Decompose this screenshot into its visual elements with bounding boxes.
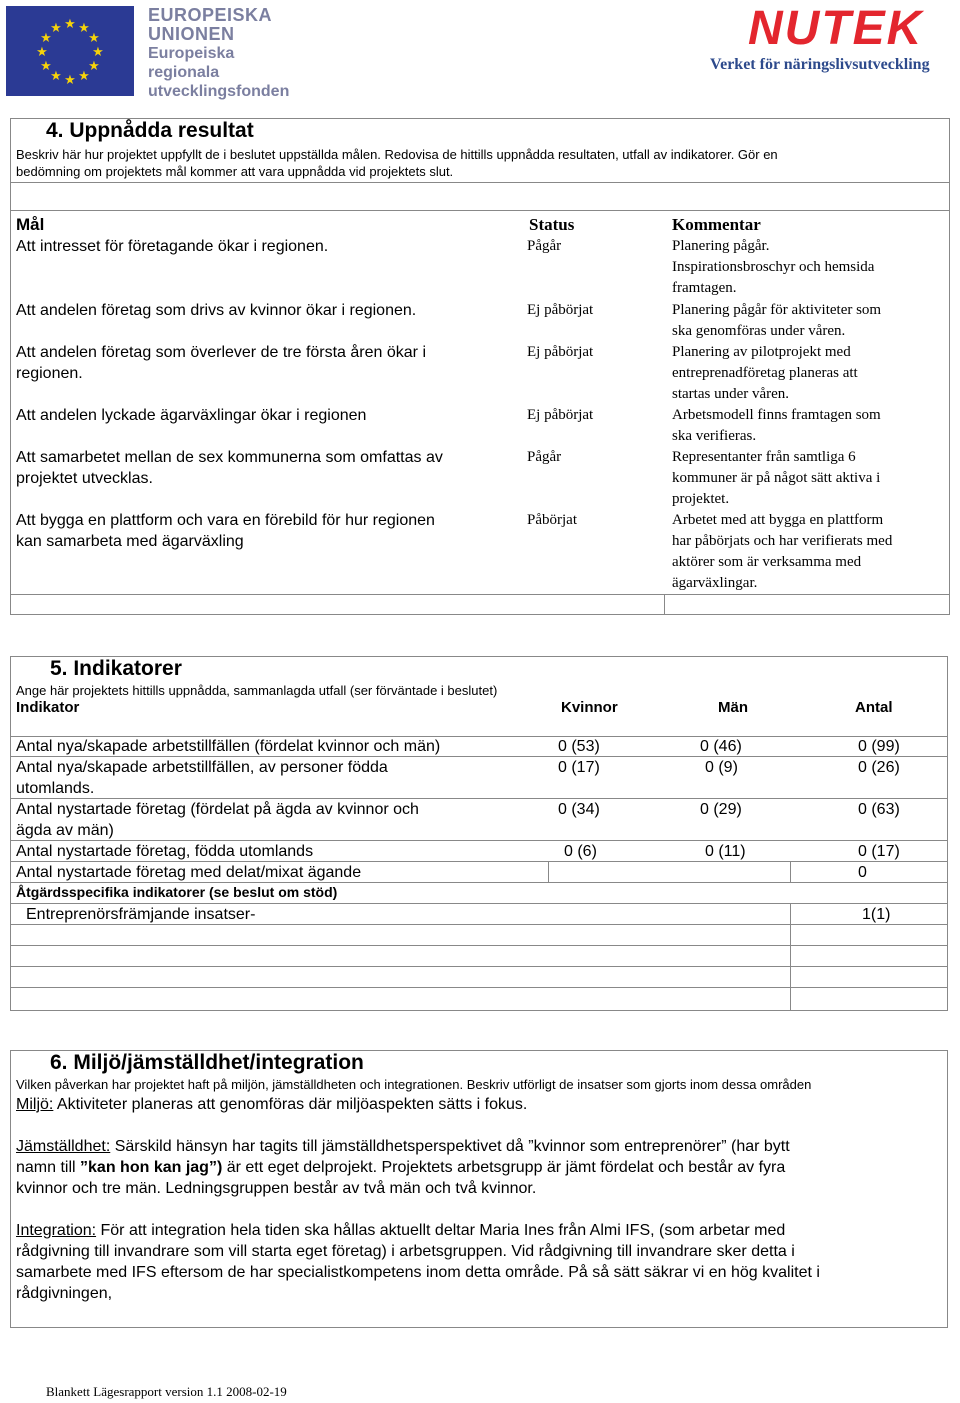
goal-cell: Att andelen företag som drivs av kvinnor ökar i regionen. bbox=[16, 302, 417, 319]
divider bbox=[10, 987, 948, 988]
indicator-label: Antal nystartade företag med delat/mixat ägande bbox=[16, 864, 362, 881]
goal-cell: Att intresset för företagande ökar i regionen. bbox=[16, 238, 329, 255]
eu-line: Europeiska bbox=[148, 45, 235, 62]
goal-cell: Att bygga en plattform och vara en förebild för hur regionen kan samarbeta med ägarväxling bbox=[16, 512, 435, 550]
divider bbox=[548, 861, 549, 882]
col-header-comment: Kommentar bbox=[672, 215, 761, 234]
comment-cell: Arbetsmodell finns framtagen som ska verifieras. bbox=[672, 407, 881, 444]
comment-cell: Planering pågår. Inspirationsbroschyr och hemsida framtagen. bbox=[672, 238, 875, 296]
indicator-men: 0 (11) bbox=[705, 843, 746, 860]
divider bbox=[10, 594, 950, 595]
status-cell: Pågår bbox=[527, 449, 562, 465]
comment-cell: Arbetet med att bygga en plattform har påbörjats och har verifierats med aktörer som är verksamma med ägarväxlingar. bbox=[672, 512, 893, 591]
nutek-subtitle: Verket för näringslivsutveckling bbox=[710, 56, 930, 73]
integration-label: Integration: bbox=[16, 1222, 97, 1239]
section-6-title: 6. Miljö/jämställdhet/integration bbox=[50, 1051, 364, 1074]
section-4-intro: bedömning om projektets mål kommer att vara uppnådda vid projektets slut. bbox=[16, 164, 454, 179]
svg-text:★: ★ bbox=[40, 59, 52, 74]
svg-text:★: ★ bbox=[78, 69, 90, 84]
divider bbox=[10, 182, 950, 183]
goal-cell: Att andelen företag som överlever de tre första åren ökar i regionen. bbox=[16, 344, 426, 382]
col-header-men: Män bbox=[718, 699, 748, 716]
jamstalldhet-label: Jämställdhet: bbox=[16, 1138, 111, 1155]
eu-logo bbox=[6, 5, 290, 100]
divider bbox=[10, 210, 950, 211]
section-5-intro: Ange här projektets hittills uppnådda, sammanlagda utfall (ser förväntade i beslutet) bbox=[16, 683, 498, 698]
section-4-intro: Beskriv här hur projektet uppfyllt de i beslutet uppställda målen. Redovisa de hittills uppnådda resultaten, utfall av indikatorer. Gör en bbox=[16, 147, 778, 162]
svg-text:★: ★ bbox=[78, 21, 90, 36]
svg-text:★: ★ bbox=[36, 45, 48, 60]
svg-text:★: ★ bbox=[64, 73, 76, 88]
indicator-label: Antal nystartade företag, födda utomlands bbox=[16, 843, 314, 860]
section-4-title: 4. Uppnådda resultat bbox=[46, 119, 254, 142]
svg-text:★: ★ bbox=[88, 59, 100, 74]
goal-cell: Att andelen lyckade ägarväxlingar ökar i regionen bbox=[16, 407, 367, 424]
eu-line: UNIONEN bbox=[148, 24, 235, 44]
indicator-women: 0 (6) bbox=[564, 843, 597, 860]
svg-text:★: ★ bbox=[50, 69, 62, 84]
indicator-women: 0 (53) bbox=[558, 738, 600, 755]
comment-cell: Planering av pilotprojekt med entreprenadföretag planeras att startas under våren. bbox=[672, 344, 858, 402]
indicator-total: 0 (63) bbox=[858, 801, 900, 818]
comment-cell: Representanter från samtliga 6 kommuner är på något sätt aktiva i projektet. bbox=[672, 449, 881, 507]
miljo-paragraph: Miljö: Aktiviteter planeras att genomföras där miljöaspekten sätts i fokus. bbox=[16, 1096, 528, 1113]
indicator-label: Antal nya/skapade arbetstillfällen (fördelat kvinnor och män) bbox=[16, 738, 441, 755]
divider bbox=[10, 945, 948, 946]
col-header-indicator: Indikator bbox=[16, 699, 80, 716]
divider bbox=[10, 966, 948, 967]
indicator-label: Antal nya/skapade arbetstillfällen, av personer födda utomlands. bbox=[16, 759, 388, 797]
divider bbox=[664, 594, 665, 615]
footer-text: Blankett Lägesrapport version 1.1 2008-02-19 bbox=[46, 1384, 287, 1399]
goal-cell: Att samarbetet mellan de sex kommunerna som omfattas av projektet utvecklas. bbox=[16, 449, 443, 487]
miljo-label: Miljö: bbox=[16, 1096, 54, 1113]
status-cell: Ej påbörjat bbox=[527, 302, 594, 318]
nutek-logo bbox=[710, 4, 958, 78]
indicator-total: 0 (26) bbox=[858, 759, 900, 776]
eu-line: EUROPEISKA bbox=[148, 5, 273, 25]
svg-text:★: ★ bbox=[50, 21, 62, 36]
specific-indicators-heading: Åtgärdsspecifika indikatorer (se beslut om stöd) bbox=[16, 884, 338, 900]
status-cell: Ej påbörjat bbox=[527, 344, 594, 360]
nutek-wordmark: NUTEK bbox=[748, 2, 924, 55]
divider bbox=[790, 861, 791, 882]
eu-text bbox=[148, 6, 289, 101]
specific-indicator-total: 1(1) bbox=[862, 906, 891, 923]
col-header-goal: Mål bbox=[16, 215, 45, 234]
indicator-men: 0 (29) bbox=[700, 801, 742, 818]
col-header-women: Kvinnor bbox=[561, 699, 618, 716]
col-header-status: Status bbox=[529, 215, 575, 234]
comment-cell: Planering pågår för aktiviteter som ska genomföras under våren. bbox=[672, 302, 882, 339]
status-cell: Påbörjat bbox=[527, 512, 577, 528]
indicator-men: 0 (9) bbox=[705, 759, 738, 776]
status-cell: Pågår bbox=[527, 238, 562, 254]
divider bbox=[790, 903, 791, 1011]
section-6-intro: Vilken påverkan har projektet haft på miljön, jämställdheten och integrationen. Beskriv utförligt de insatser som gjorts inom dessa områden bbox=[16, 1077, 812, 1092]
jamstalldhet-paragraph: Jämställdhet: Särskild hänsyn har tagits till jämställdhetsperspektivet då ”kvinnor som entreprenörer” (har bytt namn till ”kan hon kan jag”) är ett eget delprojekt. Projektets arbetsgrupp är jämt fördelat och består av fyra kvinnor och tre män. Ledningsgruppen består av två män och två kvinnor. bbox=[16, 1138, 790, 1197]
svg-text:★: ★ bbox=[64, 17, 76, 32]
indicator-total: 0 bbox=[858, 864, 867, 881]
indicator-label: Antal nystartade företag (fördelat på ägda av kvinnor och ägda av män) bbox=[16, 801, 419, 839]
indicator-women: 0 (17) bbox=[558, 759, 600, 776]
section-5-title: 5. Indikatorer bbox=[50, 657, 182, 680]
status-cell: Ej påbörjat bbox=[527, 407, 594, 423]
indicator-total: 0 (99) bbox=[858, 738, 900, 755]
eu-line: utvecklingsfonden bbox=[148, 83, 290, 100]
specific-indicator-label: Entreprenörsfrämjande insatser- bbox=[26, 906, 256, 923]
indicator-men: 0 (46) bbox=[700, 738, 742, 755]
integration-paragraph: Integration: För att integration hela tiden ska hållas aktuellt deltar Maria Ines från Almi IFS, (som arbetar med rådgivning till invandrare som vill starta eget företag) i arbetsgruppen. Vid rådgivning till invandrare sker detta i samarbete med IFS eftersom de har specialistkompetens inom detta område. På så sätt säkrar vi en hög kvalitet i rådgivningen, bbox=[16, 1222, 820, 1302]
indicator-women: 0 (34) bbox=[558, 801, 600, 818]
indicator-total: 0 (17) bbox=[858, 843, 900, 860]
eu-flag-icon bbox=[6, 6, 134, 96]
svg-text:★: ★ bbox=[92, 45, 104, 60]
svg-text:★: ★ bbox=[88, 31, 100, 46]
eu-line: regionala bbox=[148, 64, 220, 81]
svg-text:★: ★ bbox=[40, 31, 52, 46]
col-header-total: Antal bbox=[855, 699, 893, 716]
